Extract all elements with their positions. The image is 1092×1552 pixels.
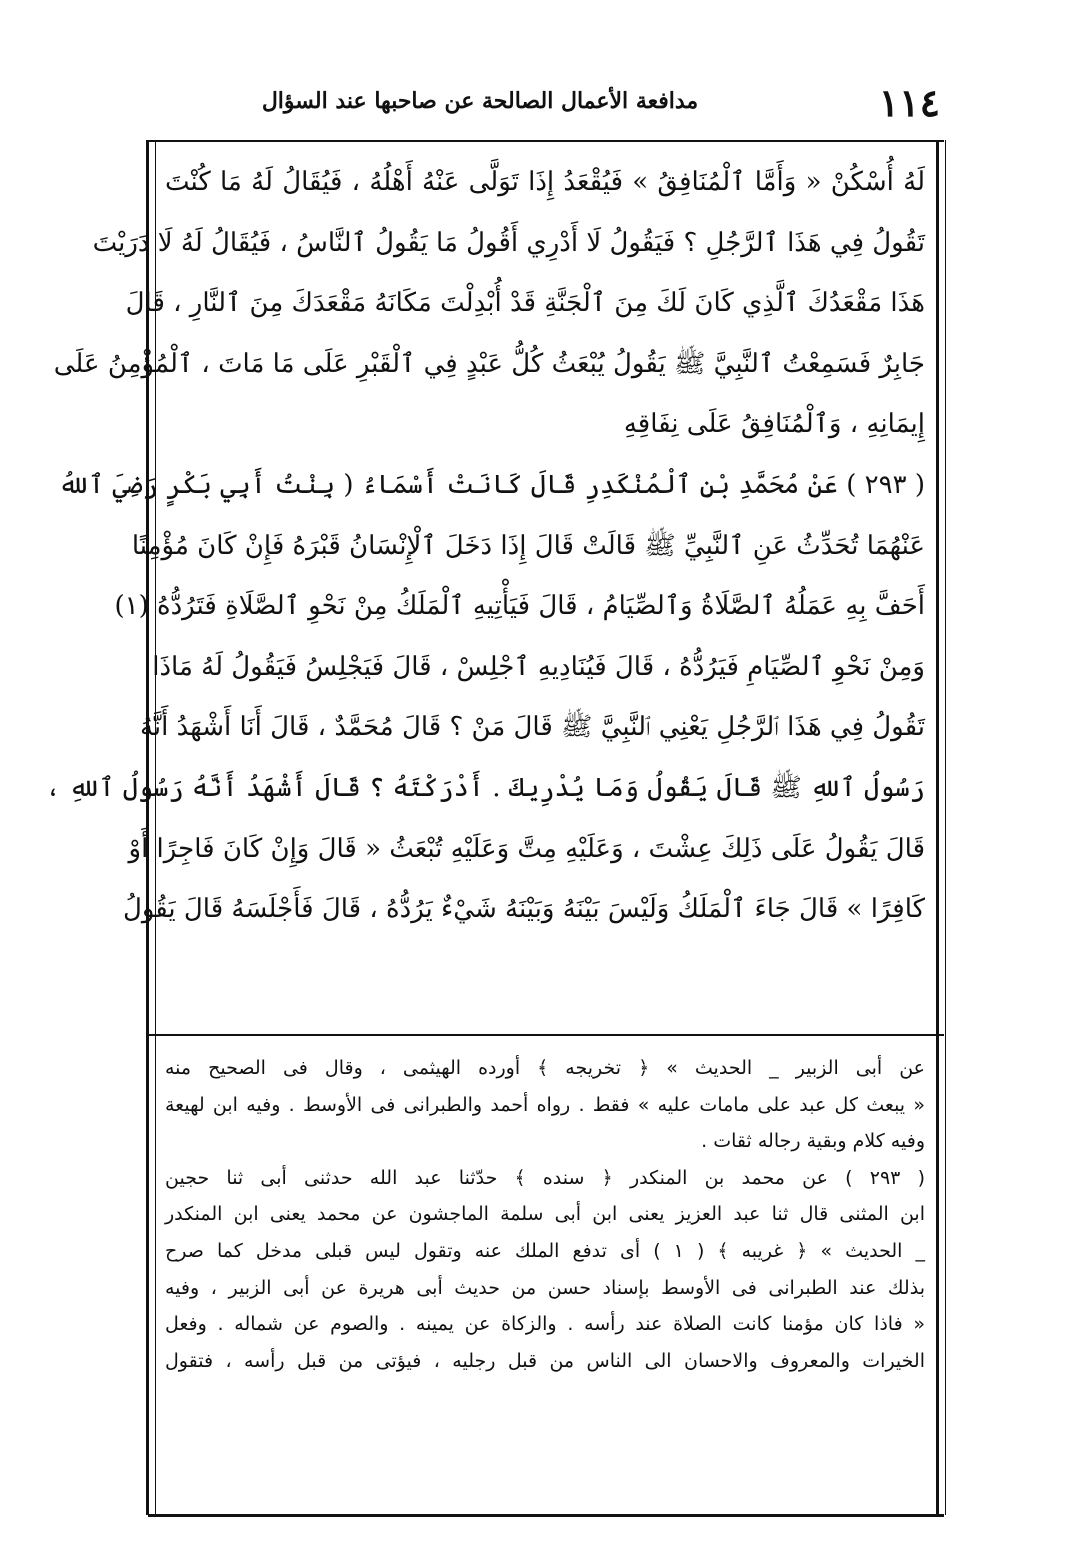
text-line: رَسُولُ ٱللهِ ﷺ قَالَ يَقُولُ وَمَا يُدْرِيكَ . أَدْرَكْتَهُ ؟ قَالَ أَشْهَدُ أَنَّهُ رَسُولُ ٱللهِ ، [45, 772, 925, 803]
text-line: وَمِنْ نَحْوِ ٱلصِّيَامِ فَيَرُدُّهُ ، قَالَ فَيُنَادِيهِ ٱجْلِسْ ، قَالَ فَيَجْلِسُ فَيَقُولُ لَهُ مَاذَا [152, 651, 925, 682]
text-line: كَافِرًا » قَالَ جَاءَ ٱلْمَلَكُ وَلَيْسَ بَيْنَهُ وَبَيْنَهُ شَيْءٌ يَرُدُّهُ ، قَالَ فَأَجْلَسَهُ قَالَ يَقُولُ [122, 894, 925, 925]
footnote-line: بذلك عند الطبرانى فى الأوسط بإسناد حسن من حديث أبى هريرة عن أبى الزبير ، وفيه [165, 1276, 925, 1299]
text-line: جَابِرٌ فَسَمِعْتُ ٱلنَّبِيَّ ﷺ يَقُولُ يُبْعَثُ كُلُّ عَبْدٍ فِي ٱلْقَبْرِ عَلَى مَا مَاتَ ، ٱلْمُؤْمِنُ عَلَى [53, 348, 925, 379]
page-header [150, 78, 940, 138]
footnote-line: وفيه كلام وبقية رجاله ثقات . [701, 1130, 925, 1153]
text-line: قَالَ يَقُولُ عَلَى ذَلِكَ عِشْتَ ، وَعَلَيْهِ مِتَّ وَعَلَيْهِ تُبْعَثُ « قَالَ وَإِنْ كَانَ فَاجِرًا أَوْ [128, 833, 925, 864]
running-title: مدافعة الأعمال الصالحة عن صاحبها عند السؤال [261, 88, 699, 114]
page-number: ١١٤ [878, 80, 940, 125]
footnote-line: « يبعث كل عبد على مامات عليه » فقط . رواه أحمد والطبرانى فى الأوسط . وفيه ابن لهيعة [165, 1093, 925, 1116]
footnote-line: « فاذا كان مؤمنا كانت الصلاة عند رأسه . والزكاة عن يمينه . والصوم عن شماله . وفعل [165, 1313, 925, 1336]
text-line: عَنْهُمَا تُحَدِّثُ عَنِ ٱلنَّبِيِّ ﷺ قَالَتْ قَالَ إِذَا دَخَلَ ٱلْإِنْسَانُ قَبْرَهُ فَإِنْ كَانَ مُؤْمِنًا [131, 530, 925, 561]
right-border-rule [936, 140, 946, 1515]
footnote-line: ( ٢٩٣ ) عن محمد بن المنكدر ﴿ سنده ﴾ حدّثنا عبد الله حدثنى أبى ثنا حجين [165, 1166, 926, 1189]
footnote-line: عن أبى الزبير _ الحديث » ﴿ تخريجه ﴾ أورده الهيثمى ، وقال فى الصحيح منه [165, 1057, 925, 1079]
text-line: تَقُولُ فِي هَذَا ٱلرَّجُلِ يَعْنِي ٱلنَّبِيَّ ﷺ قَالَ مَنْ ؟ قَالَ مُحَمَّدٌ ، قَالَ أَنَا أَشْهَدُ أَنَّهُ [139, 712, 925, 743]
footnote-line: الخيرات والمعروف والاحسان الى الناس من قبل رجليه ، فيؤتى من قبل رأسه ، فتقول [165, 1349, 925, 1372]
hadith-text [45, 152, 925, 940]
text-line: أَحَفَّ بِهِ عَمَلُهُ ٱلصَّلَاةُ وَٱلصِّيَامُ ، قَالَ فَيَأْتِيهِ ٱلْمَلَكُ مِنْ نَحْوِ ٱلصَّلَاةِ فَتَرُدُّهُ (١) [114, 591, 925, 622]
footnote-line: _ الحديث » ﴿ غريبه ﴾ ( ١ ) أى تدفع الملك عنه وتقول ليس قبلى مدخل كما صرح [165, 1239, 925, 1262]
text-line: إِيمَانِهِ ، وَٱلْمُنَافِقُ عَلَى نِفَاقِهِ [623, 409, 925, 440]
text-line: هَذَا مَقْعَدُكَ ٱلَّذِي كَانَ لَكَ مِنَ ٱلْجَنَّةِ قَدْ أُبْدِلْتَ مَكَانَهُ مَقْعَدَكَ مِنَ ٱلنَّارِ ، قَالَ [125, 288, 925, 319]
text-line: ( ٢٩٣ ) عَنْ مُحَمَّدِ بْنِ ٱلْمُنْكَدِرِ قَالَ كَانَتْ أَسْمَاءُ ( بِنْتُ أَبِي بَكْرٍ رَضِيَ ٱللهُ [58, 469, 925, 500]
text-line: لَهُ أُسْكُنْ « وَأَمَّا ٱلْمُنَافِقُ » فَيُقْعَدُ إِذَا تَوَلَّى عَنْهُ أَهْلُهُ ، فَيُقَالُ لَهُ مَا كُنْتَ [165, 167, 925, 197]
footnote-line: ابن المثنى قال ثنا عبد العزيز يعنى ابن أبى سلمة الماجشون عن محمد يعنى ابن المنكدر [165, 1203, 925, 1226]
footnote-separator [148, 1034, 944, 1036]
footnotes [165, 1050, 925, 1379]
text-line: تَقُولُ فِي هَذَا ٱلرَّجُلِ ؟ فَيَقُولُ لَا أَدْرِي أَقُولُ مَا يَقُولُ ٱلنَّاسُ ، فَيُقَالُ لَهُ لَا دَرَيْتَ [92, 227, 925, 258]
